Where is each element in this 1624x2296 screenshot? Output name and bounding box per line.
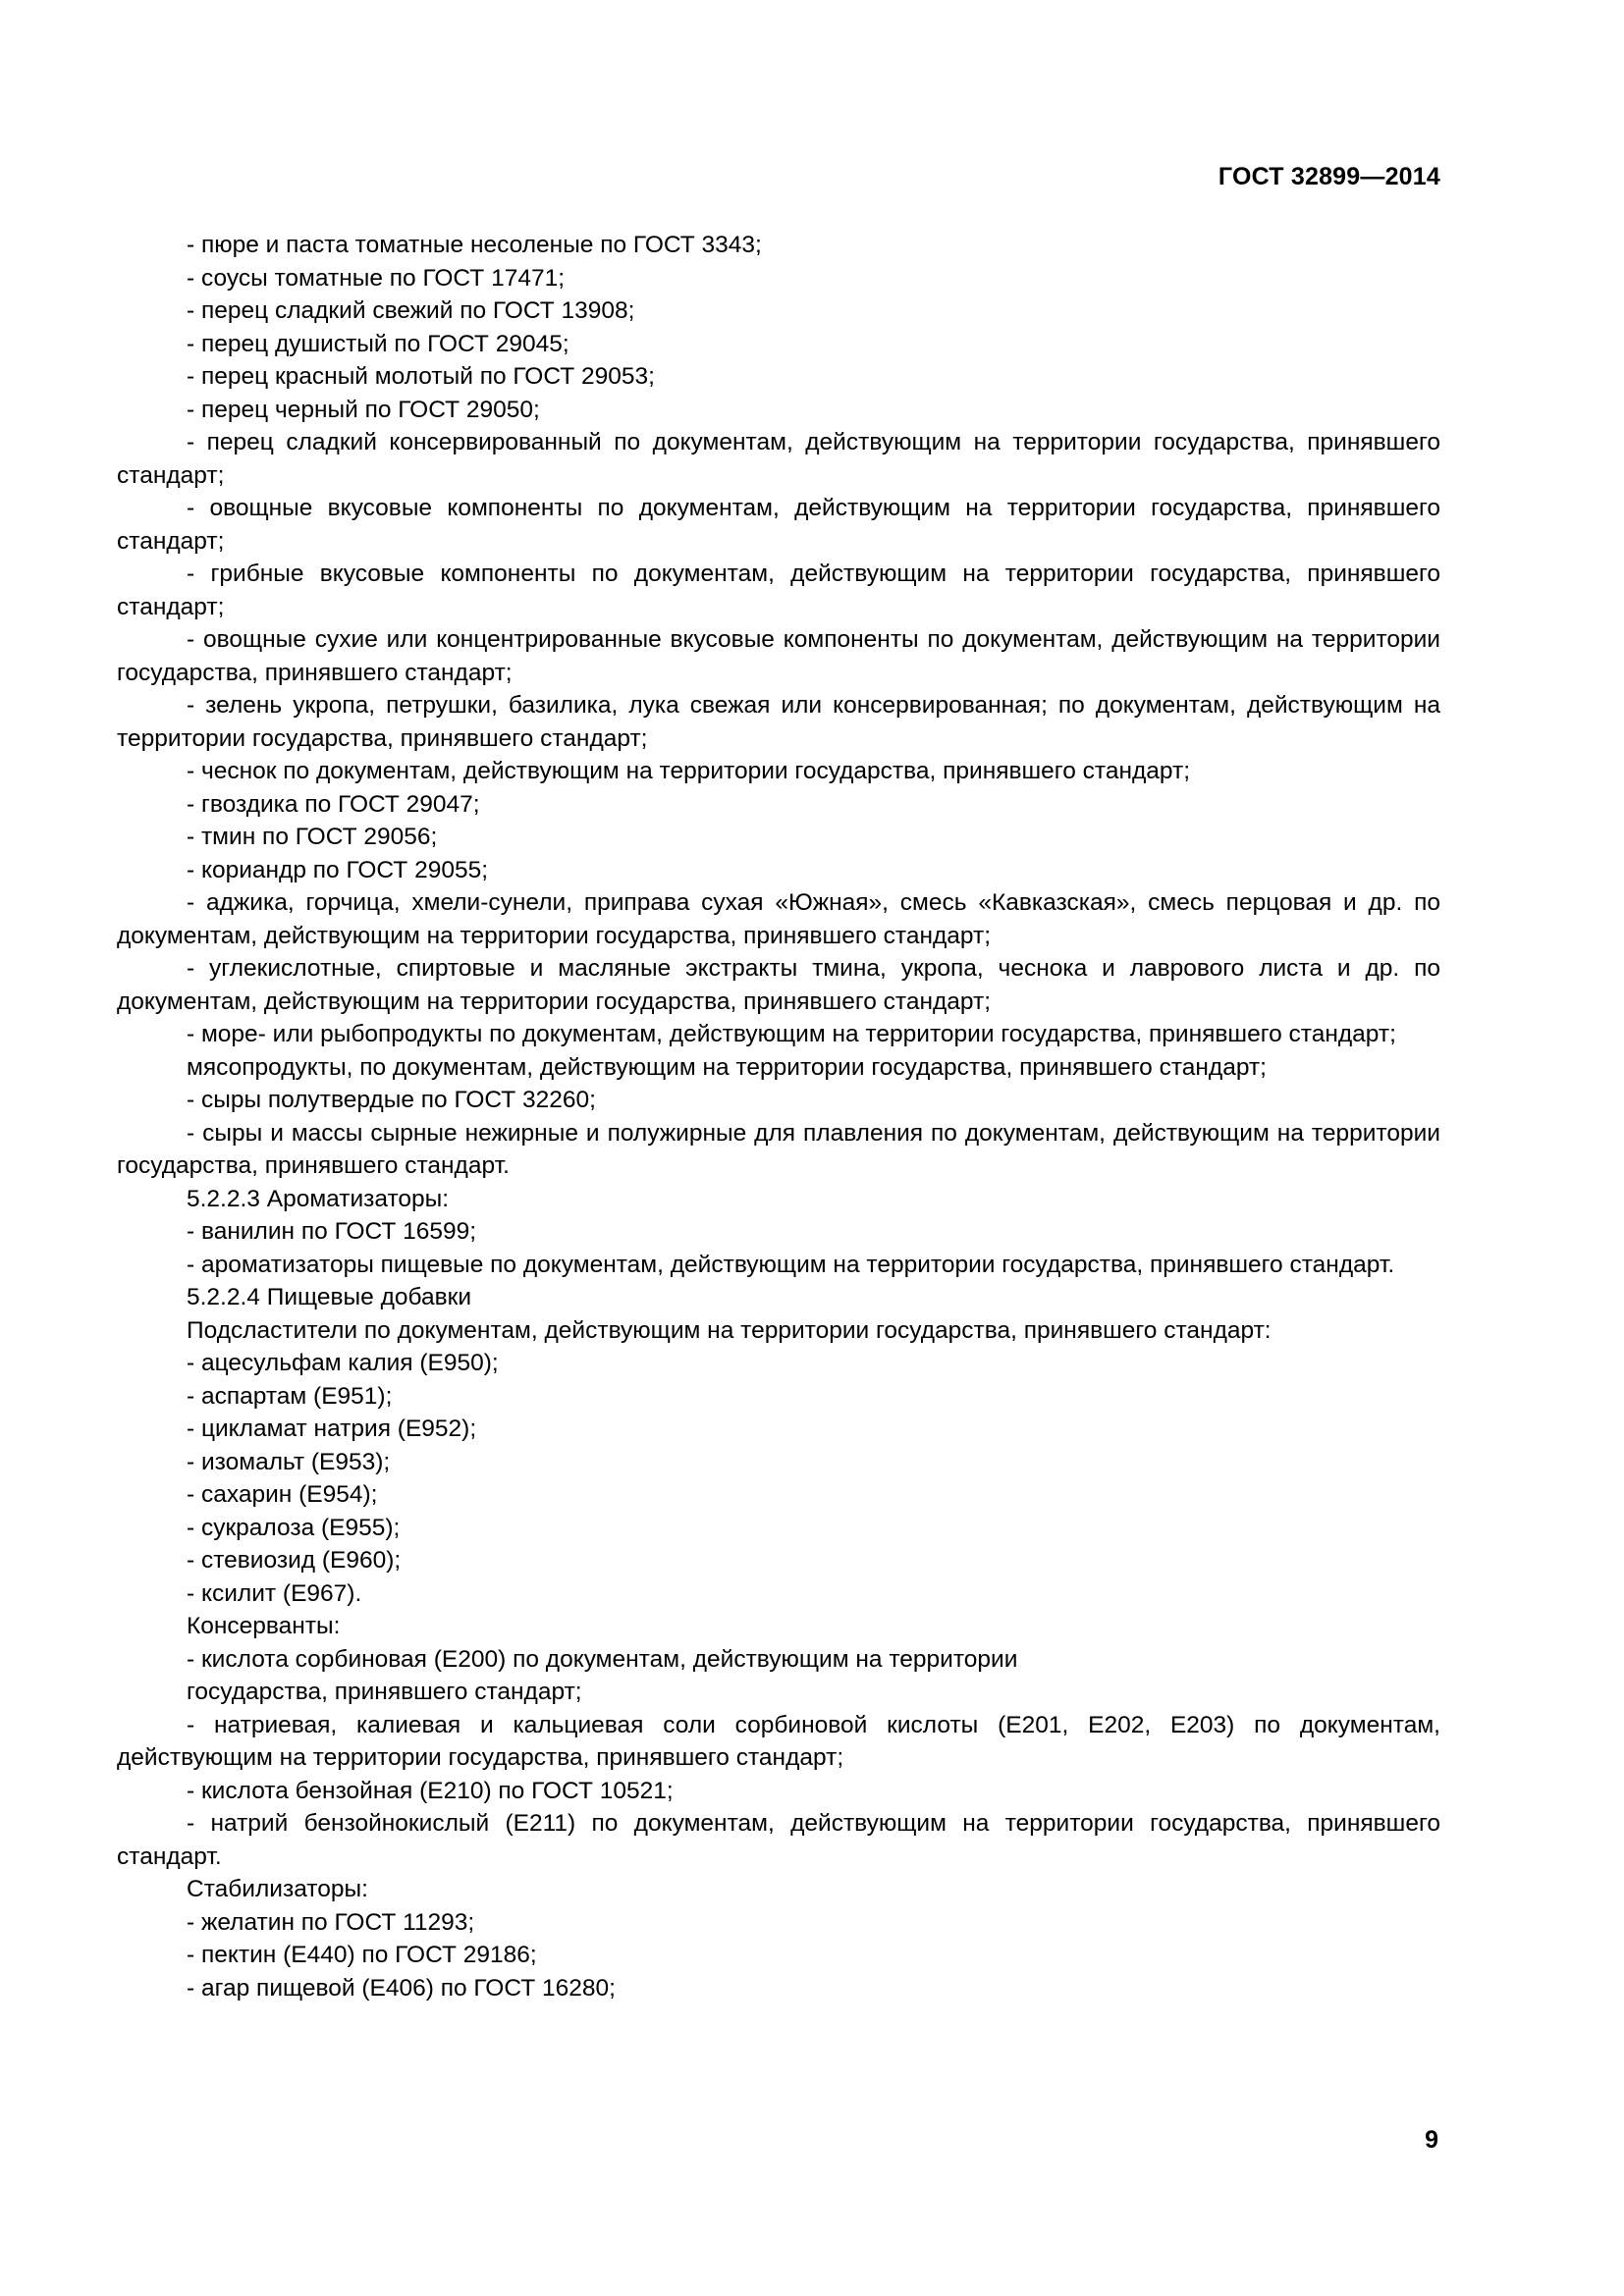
section-heading: 5.2.2.3 Ароматизаторы: <box>187 1185 450 1212</box>
paragraph: - пюре и паста томатные несоленые по ГОСТ 3343; <box>187 232 762 258</box>
paragraph: государства, принявшего стандарт; <box>187 1679 582 1705</box>
paragraph: мясопродукты, по документам, действующим на территории государства, принявшего стандарт; <box>187 1053 1267 1081</box>
subsection-label: Консерванты: <box>187 1613 341 1639</box>
paragraph: - море- или рыбопродукты по документам, действующим на территории государства, принявшего стандарт; <box>187 1021 1396 1047</box>
paragraph: - грибные вкусовые компоненты по документам, действующим на территории государства, принявшего стандарт; <box>117 561 1440 620</box>
paragraph: - перец красный молотый по ГОСТ 29053; <box>187 363 655 390</box>
paragraph: - овощные сухие или концентрированные вкусовые компоненты по документам, действующим на территории государства, принявшего стандарт; <box>117 626 1440 686</box>
subsection-label: Стабилизаторы: <box>187 1876 368 1902</box>
paragraph: - углекислотные, спиртовые и масляные экстракты тмина, укропа, чеснока и лаврового листа и др. по документам, действующим на территории государства, принявшего стандарт; <box>117 955 1440 1015</box>
paragraph: - натрий бензойнокислый (Е211) по документам, действующим на территории государства, принявшего стандарт. <box>117 1810 1440 1870</box>
page-number: 9 <box>1425 2126 1438 2154</box>
document-header: ГОСТ 32899—2014 <box>1218 163 1440 190</box>
paragraph: - цикламат натрия (Е952); <box>187 1415 477 1442</box>
paragraph: - аджика, горчица, хмели-сунели, приправа сухая «Южная», смесь «Кавказская», смесь перцовая и др. по документам, действующим на территории государства, принявшего стандарт; <box>117 889 1440 949</box>
paragraph: - овощные вкусовые компоненты по документам, действующим на территории государства, принявшего стандарт; <box>117 495 1440 555</box>
paragraph: - кислота сорбиновая (Е200) по документам, действующим на территории <box>187 1645 1018 1673</box>
paragraph: - гвоздика по ГОСТ 29047; <box>187 790 480 818</box>
document-body <box>117 229 1440 2004</box>
paragraph: - стевиозид (Е960); <box>187 1547 402 1574</box>
paragraph: - чеснок по документам, действующим на территории государства, принявшего стандарт; <box>187 758 1191 784</box>
paragraph: - сукралоза (Е955); <box>187 1514 401 1541</box>
paragraph: - кислота бензойная (Е210) по ГОСТ 10521; <box>187 1777 674 1804</box>
paragraph: - перец душистый по ГОСТ 29045; <box>187 330 569 357</box>
paragraph: - соусы томатные по ГОСТ 17471; <box>187 264 566 292</box>
paragraph: - ароматизаторы пищевые по документам, действующим на территории государства, принявшего стандарт. <box>187 1251 1395 1278</box>
paragraph: - перец черный по ГОСТ 29050; <box>187 396 540 423</box>
paragraph: - сыры полутвердые по ГОСТ 32260; <box>187 1087 596 1113</box>
paragraph: - перец сладкий свежий по ГОСТ 13908; <box>187 297 635 324</box>
paragraph: - перец сладкий консервированный по документам, действующим на территории государства, принявшего стандарт; <box>117 429 1440 489</box>
paragraph: - тмин по ГОСТ 29056; <box>187 824 438 850</box>
paragraph: - сыры и массы сырные нежирные и полужирные для плавления по документам, действующим на территории государства, принявшего стандарт. <box>117 1119 1440 1179</box>
paragraph: - желатин по ГОСТ 11293; <box>187 1908 475 1936</box>
paragraph: - кориандр по ГОСТ 29055; <box>187 856 489 883</box>
paragraph: Подсластители по документам, действующим на территории государства, принявшего стандарт: <box>187 1316 1272 1344</box>
paragraph: - натриевая, калиевая и кальциевая соли сорбиновой кислоты (Е201, Е202, Е203) по документам, действующим на территории государства, принявшего стандарт; <box>117 1711 1440 1771</box>
paragraph: - агар пищевой (Е406) по ГОСТ 16280; <box>187 1974 616 2002</box>
paragraph: - аспартам (Е951); <box>187 1382 393 1410</box>
paragraph: - ацесульфам калия (Е950); <box>187 1350 499 1376</box>
paragraph: - сахарин (Е954); <box>187 1481 378 1508</box>
section-heading: 5.2.2.4 Пищевые добавки <box>187 1284 472 1310</box>
paragraph: - ванилин по ГОСТ 16599; <box>187 1218 477 1245</box>
paragraph: - ксилит (Е967). <box>187 1579 362 1607</box>
paragraph: - пектин (Е440) по ГОСТ 29186; <box>187 1942 537 1968</box>
paragraph: - изомальт (Е953); <box>187 1448 391 1475</box>
paragraph: - зелень укропа, петрушки, базилика, лука свежая или консервированная; по документам, действующим на территории государства, принявшего стандарт; <box>117 692 1440 752</box>
